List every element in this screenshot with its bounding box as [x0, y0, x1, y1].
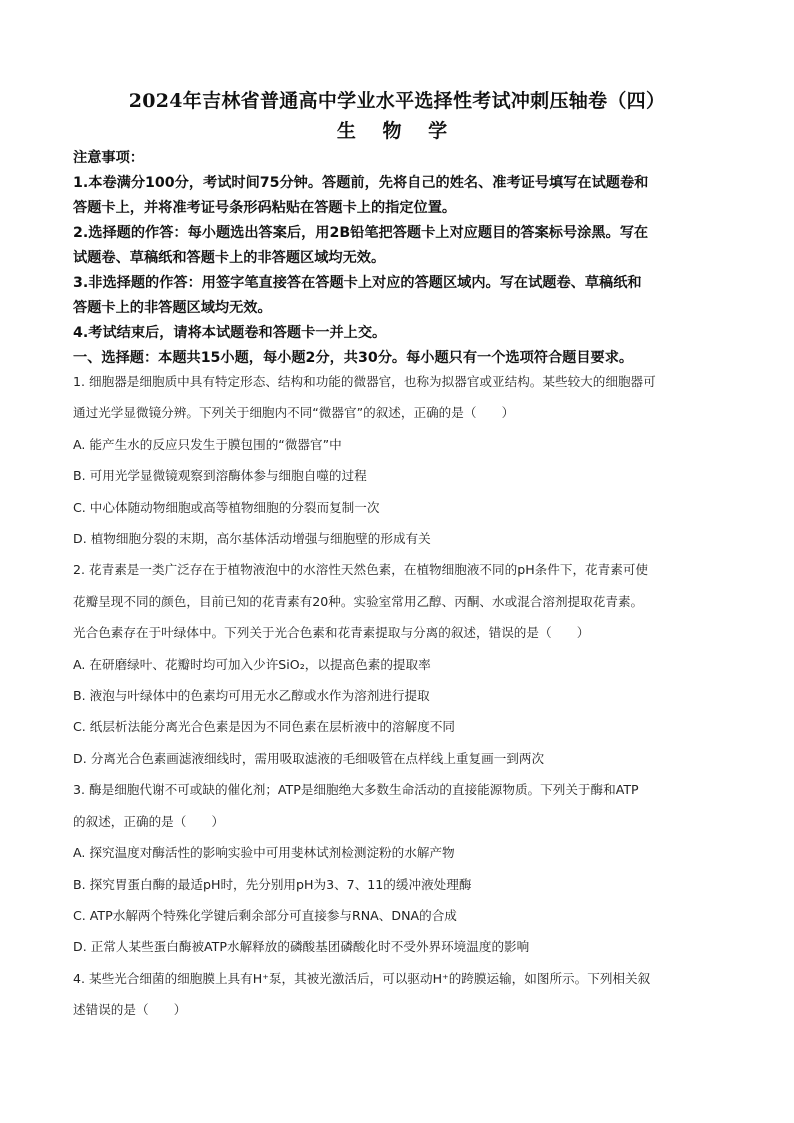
notice-line: 答题卡上，并将准考证号条形码粘贴在答题卡上的指定位置。	[73, 200, 457, 216]
option-a: A. 能产生水的反应只发生于膜包围的“微器官”中	[73, 436, 342, 452]
question-stem: 1. 细胞器是细胞质中具有特定形态、结构和功能的微器官，也称为拟器官或亚结构。某些较大的细胞器可	[73, 374, 656, 389]
question-stem: 通过光学显微镜分辨。下列关于细胞内不同“微器官”的叙述，正确的是（ ）	[73, 405, 515, 421]
question-3	[73, 774, 723, 962]
option-a: A. 在研磨绿叶、花瓣时均可加入少许SiO₂，以提高色素的提取率	[73, 656, 431, 672]
questions-section	[73, 366, 723, 1026]
option-c: C. 纸层析法能分离光合色素是因为不同色素在层析液中的溶解度不同	[73, 719, 456, 735]
notice-section	[73, 146, 723, 371]
subject-title: 生 物 学	[336, 120, 458, 142]
notice-line: 答题卡上的非答题区域均无效。	[73, 300, 272, 316]
option-a: A. 探究温度对酶活性的影响实验中可用斐林试剂检测淀粉的水解产物	[73, 845, 455, 861]
option-c: C. 中心体随动物细胞或高等植物细胞的分裂而复制一次	[73, 499, 380, 515]
notice-line: 试题卷、草稿纸和答题卡上的非答题区域均无效。	[73, 250, 386, 266]
exam-title: 2024年吉林省普通高中学业水平选择性考试冲刺压轴卷（四）	[128, 90, 666, 112]
option-d: D. 分离光合色素画滤液细线时，需用吸取滤液的毛细吸管在点样线上重复画一到两次	[73, 750, 545, 766]
option-b: B. 探究胃蛋白酶的最适pH时，先分别用pH为3、7、11的缓冲液处理酶	[73, 876, 472, 892]
question-stem: 述错误的是（ ）	[73, 1002, 187, 1018]
option-c: C. ATP水解两个特殊化学键后剩余部分可直接参与RNA、DNA的合成	[73, 907, 457, 923]
question-1	[73, 366, 723, 554]
question-stem: 的叙述，正确的是（ ）	[73, 813, 225, 829]
question-stem: 光合色素存在于叶绿体中。下列关于光合色素和花青素提取与分离的叙述，错误的是（ ）	[73, 625, 590, 641]
question-stem: 3. 酶是细胞代谢不可或缺的催化剂；ATP是细胞绝大多数生命活动的直接能源物质。下列关于酶和ATP	[73, 782, 639, 798]
option-b: B. 液泡与叶绿体中的色素均可用无水乙醇或水作为溶剂进行提取	[73, 688, 430, 704]
question-stem: 4. 某些光合细菌的细胞膜上具有H⁺泵，其被光激活后，可以驱动H⁺的跨膜运输，如图所示。下列相关叙	[73, 970, 651, 986]
question-stem: 花瓣呈现不同的颜色，目前已知的花青素有20种。实验室常用乙醇、丙酮、水或混合溶剂提取花青素。	[73, 593, 644, 609]
option-d: D. 植物细胞分裂的末期，高尔基体活动增强与细胞壁的形成有关	[73, 531, 431, 547]
notice-line: 1.本卷满分100分，考试时间75分钟。答题前，先将自己的姓名、准考证号填写在试题卷和	[73, 175, 649, 191]
notice-heading: 注意事项：	[73, 150, 144, 166]
notice-line: 3.非选择题的作答：用签字笔直接答在答题卡上对应的答题区域内。写在试题卷、草稿纸和	[73, 275, 642, 291]
notice-line: 4.考试结束后，请将本试题卷和答题卡一并上交。	[73, 325, 387, 341]
option-d: D. 正常人某些蛋白酶被ATP水解释放的磷酸基团磷酸化时不受外界环境温度的影响	[73, 939, 530, 955]
notice-line: 2.选择题的作答：每小题选出答案后，用2B铅笔把答题卡上对应题目的答案标号涂黑。写在	[73, 225, 649, 241]
question-2	[73, 554, 723, 774]
question-4	[73, 963, 723, 1026]
option-b: B. 可用光学显微镜观察到溶酶体参与细胞自噬的过程	[73, 468, 367, 484]
question-stem: 2. 花青素是一类广泛存在于植物液泡中的水溶性天然色素，在植物细胞液不同的pH条件下，花青素可使	[73, 562, 649, 578]
section-heading: 一、选择题：本题共15小题，每小题2分，共30分。每小题只有一个选项符合题目要求。	[73, 350, 634, 366]
